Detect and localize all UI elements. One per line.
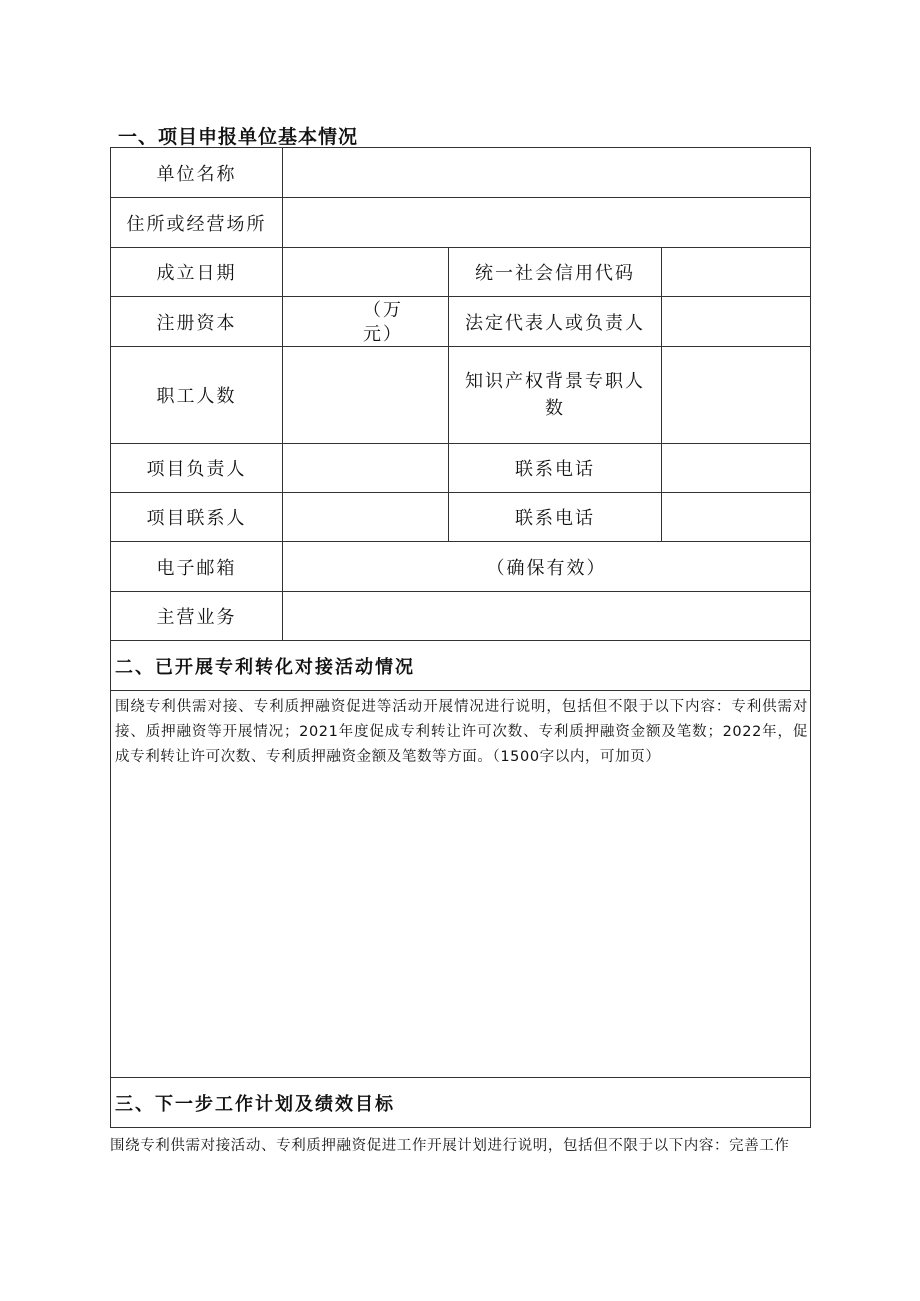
project-contact-label: 项目联系人 (111, 493, 283, 542)
legal-representative-field[interactable] (662, 297, 811, 347)
registered-capital-field[interactable] (283, 297, 449, 347)
section3-heading: 三、下一步工作计划及绩效目标 (111, 1078, 811, 1128)
table-row (111, 148, 811, 198)
table-row (111, 1078, 811, 1128)
unit-name-field[interactable] (283, 148, 811, 198)
main-business-label: 主营业务 (111, 592, 283, 641)
section1-heading: 一、项目申报单位基本情况 (118, 126, 359, 148)
staff-count-field[interactable] (283, 347, 449, 444)
project-lead-field[interactable] (283, 444, 449, 493)
phone-label: 联系电话 (449, 493, 662, 542)
email-field[interactable]: （确保有效） (283, 542, 811, 592)
table-row (111, 493, 811, 542)
ip-staff-count-label: 知识产权背景专职人数 (449, 347, 662, 444)
established-date-label: 成立日期 (111, 248, 283, 297)
section2-heading: 二、已开展专利转化对接活动情况 (111, 641, 811, 691)
email-label: 电子邮箱 (111, 542, 283, 592)
table-row (111, 444, 811, 493)
table-row (111, 641, 811, 691)
staff-count-label: 职工人数 (111, 347, 283, 444)
table-row (111, 592, 811, 641)
project-lead-label: 项目负责人 (111, 444, 283, 493)
section2-description[interactable]: 围绕专利供需对接、专利质押融资促进等活动开展情况进行说明，包括但不限于以下内容：专利供需对接、质押融资等开展情况；2021年度促成专利转让许可次数、专利质押融资金额及笔数；2022年，促成专利转让许可次数、专利质押融资金额及笔数等方面。（1500字以内，可加页） (111, 691, 811, 1078)
project-contact-field[interactable] (283, 493, 449, 542)
project-lead-phone-field[interactable] (662, 444, 811, 493)
capital-unit-label: （万元） (363, 300, 403, 345)
table-row (111, 691, 811, 1078)
table-row (111, 248, 811, 297)
unit-name-label: 单位名称 (111, 148, 283, 198)
table-row (111, 297, 811, 347)
ip-staff-count-field[interactable] (662, 347, 811, 444)
address-label: 住所或经营场所 (111, 198, 283, 248)
project-contact-phone-field[interactable] (662, 493, 811, 542)
section3-description: 围绕专利供需对接活动、专利质押融资促进工作开展计划进行说明，包括但不限于以下内容：完善工作 (110, 1138, 790, 1154)
credit-code-label: 统一社会信用代码 (449, 248, 662, 297)
legal-representative-label: 法定代表人或负责人 (449, 297, 662, 347)
registered-capital-label: 注册资本 (111, 297, 283, 347)
established-date-field[interactable] (283, 248, 449, 297)
phone-label: 联系电话 (449, 444, 662, 493)
table-row (111, 542, 811, 592)
table-row (111, 198, 811, 248)
credit-code-field[interactable] (662, 248, 811, 297)
basic-info-table (110, 147, 811, 1128)
main-business-field[interactable] (283, 592, 811, 641)
table-row (111, 347, 811, 444)
address-field[interactable] (283, 198, 811, 248)
